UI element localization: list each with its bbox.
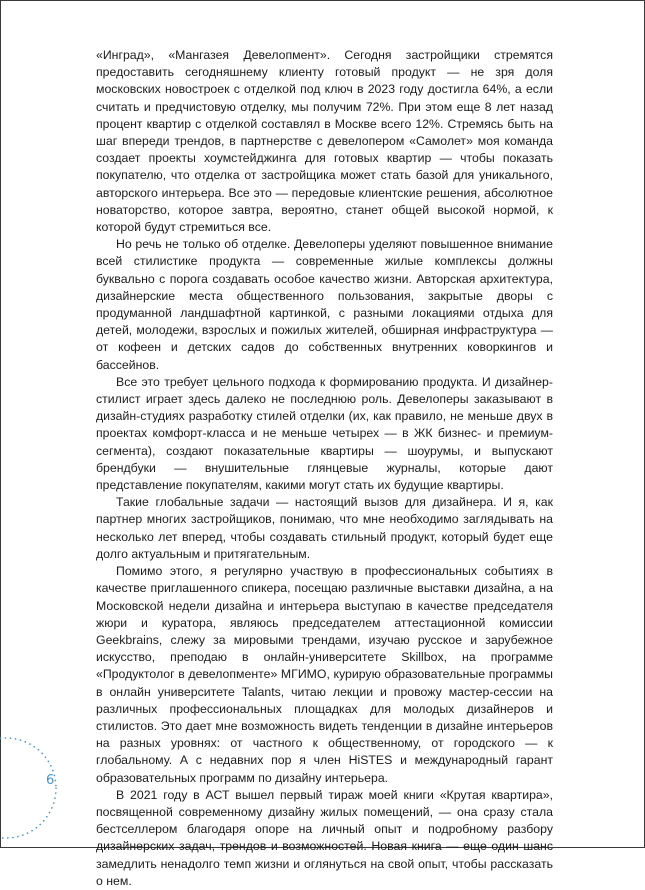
paragraph: Но речь не только об отделке. Девелоперы уделяют повышенное внимание всей стилистике продукта — современные жилые комплексы должны буквально с порога создавать особое качество жизни. Авторская архитектура, дизайнерские места общественного пользования, закрытые дворы с продуманной ландшафтной картинкой, с разными локациями отдыха для детей, молодежи, взрослых и пожилых жителей, обширная инфраструктура — от кофеен и детских садов до собственных внутренних коворкингов и бассейнов. xyxy=(96,237,553,372)
paragraph: Такие глобальные задачи — настоящий вызов для дизайнера. И я, как партнер многих застройщиков, понимаю, что мне необходимо заглядывать на несколько лет вперед, чтобы создавать стильный продукт, который будет еще долго актуальным и притягательным. xyxy=(96,495,553,561)
body-text xyxy=(96,47,553,890)
paragraph: Помимо этого, я регулярно участвую в профессиональных событиях в качестве приглашенного спикера, посещаю различные выставки дизайна, а на Московской недели дизайна и интерьера выступаю в качестве председателя жюри и куратора, являюсь председателем аттестационной комиссии Geekbrains, слежу за мировыми трендами, изучаю русское и зарубежное искусство, преподаю в онлайн-университете Skillbox, на программе «Продуктолог в девелопменте» МГИМО, курирую образовательные программы в онлайн университете Talants, читаю лекции и провожу мастер-сессии на различных профессиональных площадках для молодых дизайнеров и стилистов. Это дает мне возможность видеть тенденции в дизайне интерьеров на разных уровнях: от частного к общественному, от городского — к глобальному. А с недавних пор я член HiSTES и международный гарант образовательных программ по дизайну интерьера. xyxy=(96,564,553,785)
paragraph: В 2021 году в АСТ вышел первый тираж моей книги «Крутая квартира», посвященной современному дизайну жилых помещений, — она сразу стала бестселлером благодаря опоре на личный опыт и подробному разбору дизайнерских задач, трендов и возможностей. Новая книга — еще один шанс замедлить ненадолго темп жизни и оглянуться на свой опыт, чтобы рассказать о нем. xyxy=(96,787,553,888)
dotted-arc-decoration-icon xyxy=(0,743,81,863)
paragraph: Все это требует цельного подхода к формированию продукта. И дизайнер-стилист играет здесь далеко не последнюю роль. Девелоперы заказывают в дизайн-студиях разработку стилей отделки (их, как правило, не меньше двух в проектах комфорт-класса и не меньше четырех — в ЖК бизнес- и премиум-сегмента), создают показательные квартиры — шоурумы, и выпускают брендбуки — внушительные глянцевые журналы, которые дают представление покупателям, какими могут стать их будущие квартиры. xyxy=(96,374,553,493)
page-number: 6 xyxy=(46,773,55,788)
paragraph: «Инград», «Мангазея Девелопмент». Сегодня застройщики стремятся предоставить сегодняшнему клиенту готовый продукт — не зря доля московских новостроек с отделкой под ключ в 2023 году достигла 64%, а если считать и предчистовую отделку, мы получим 72%. При этом еще 8 лет назад процент квартир с отделкой составлял в Москве всего 12%. Стремясь быть на шаг впереди трендов, в партнерстве с девелопером «Самолет» моя команда создает проекты хоумстейджинга для готовых квартир — чтобы показать покупателю, что отделка от застройщика может стать базой для уникального, авторского интерьера. Все это — передовые клиентские решения, абсолютное новаторство, которое завтра, вероятно, станет общей высокой нормой, к которой будут стремиться все. xyxy=(96,48,553,235)
